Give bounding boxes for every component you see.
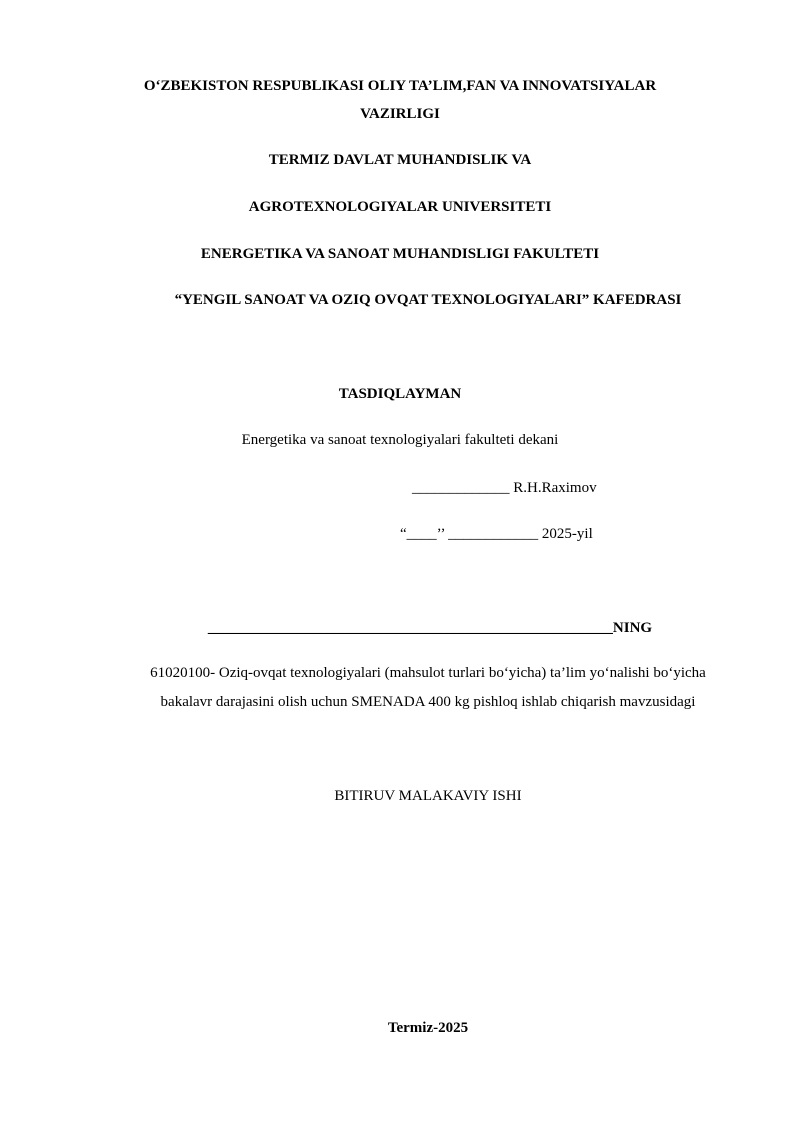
university-line-1: TERMIZ DAVLAT MUHANDISLIK VA (268, 152, 532, 168)
faculty-name: ENERGETIKA VA SANOAT MUHANDISLIGI FAKULTETI (200, 246, 600, 262)
approval-signature-line: _____________ R.H.Raximov (412, 480, 597, 496)
description-line-2: bakalavr darajasini olish uchun SMENADA 400 kg pishloq ishlab chiqarish mavzusidagi (160, 694, 696, 710)
description-line-1: 61020100- Oziq-ovqat texnologiyalari (mahsulot turlari bo‘yicha) ta’lim yo‘nalishi bo‘yicha (150, 665, 706, 681)
ministry-line-2: VAZIRLIGI (360, 106, 440, 122)
department-name: “YENGIL SANOAT VA OZIQ OVQAT TEXNOLOGIYALARI” KAFEDRASI (174, 292, 682, 308)
approval-title: TASDIQLAYMAN (338, 386, 462, 402)
student-name-line: ______________________________________________________NING (207, 620, 653, 636)
approval-date-line: “____’’ ____________ 2025-yil (400, 526, 593, 542)
university-line-2: AGROTEXNOLOGIYALAR UNIVERSITETI (248, 199, 552, 215)
ministry-line-1: O‘ZBEKISTON RESPUBLIKASI OLIY TA’LIM,FAN VA INNOVATSIYALAR (143, 78, 657, 94)
work-title: BITIRUV MALAKAVIY ISHI (334, 788, 522, 804)
city-year: Termiz-2025 (387, 1020, 469, 1036)
approval-position: Energetika va sanoat texnologiyalari fakulteti dekani (241, 432, 559, 448)
